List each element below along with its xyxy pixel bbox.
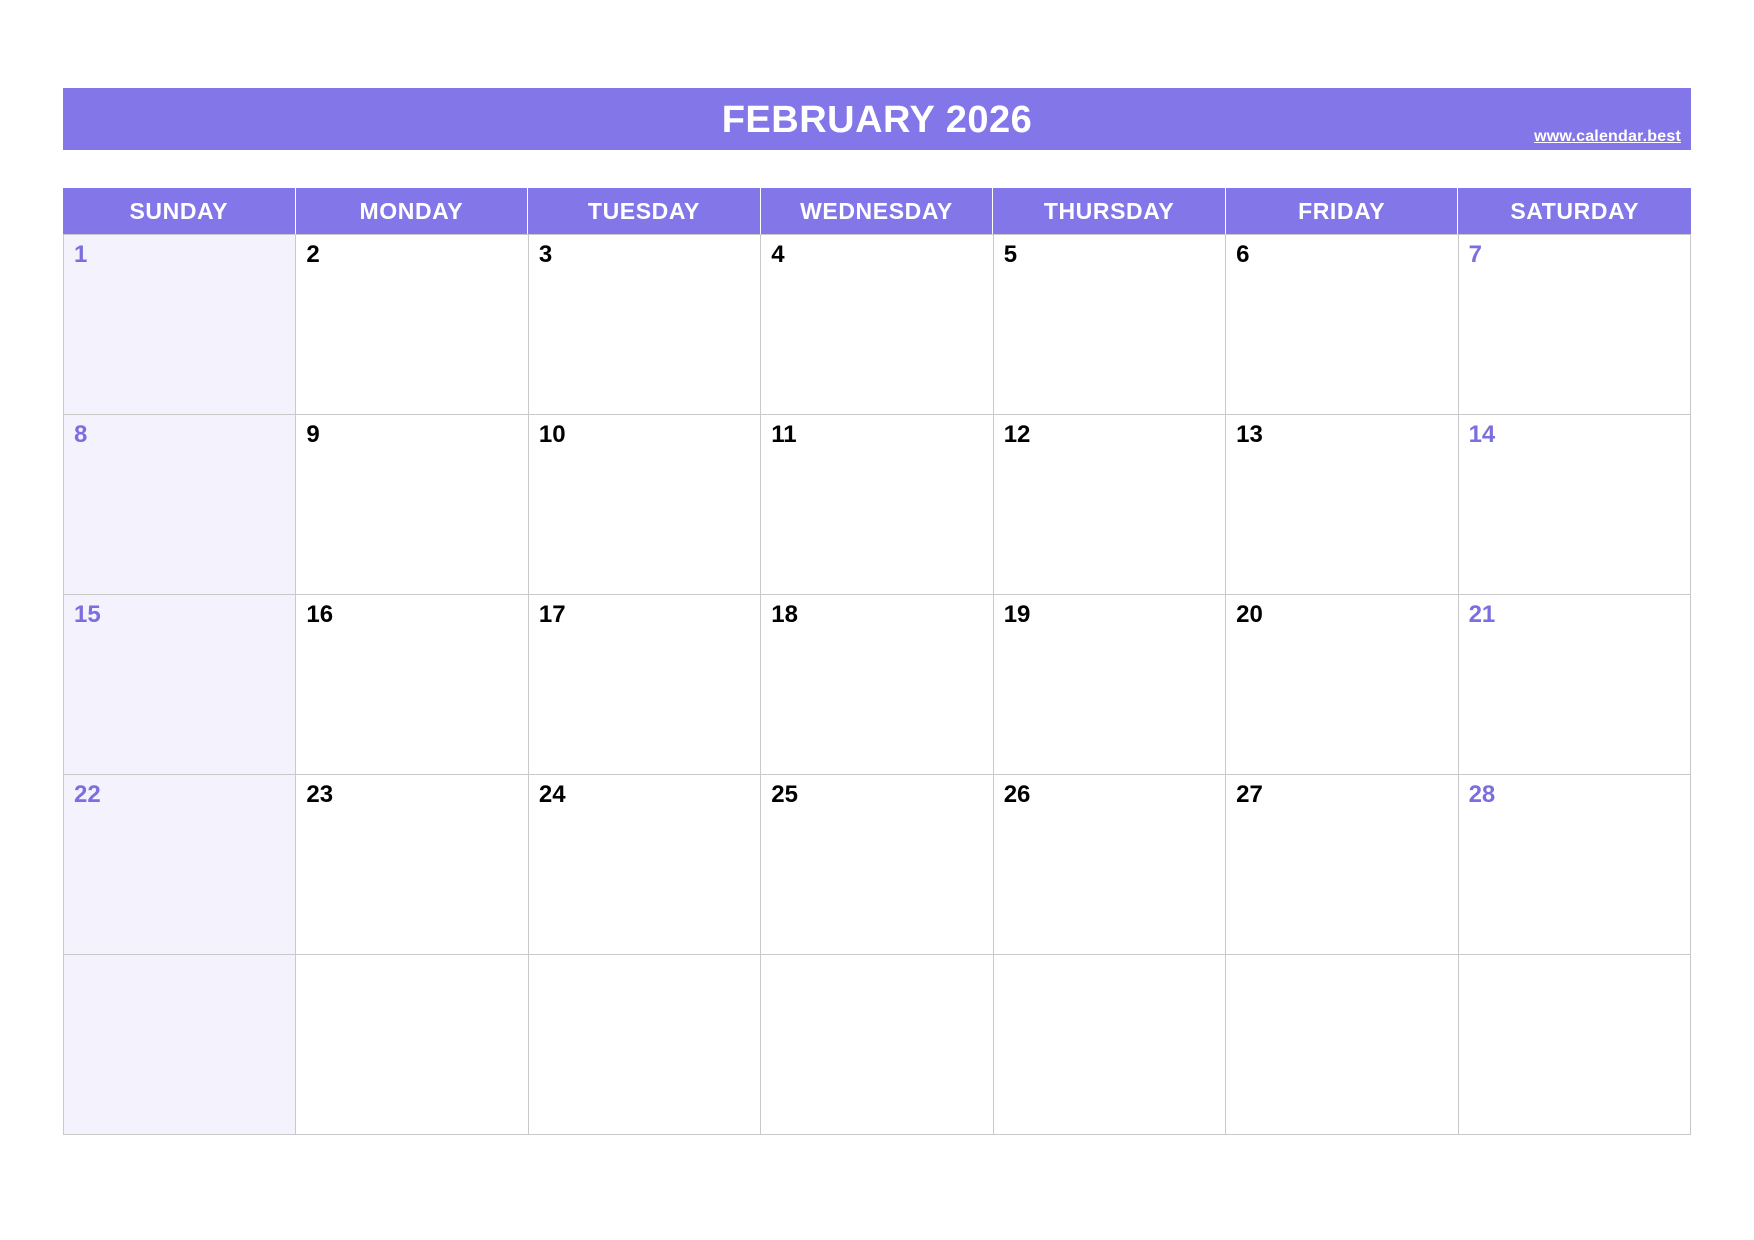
day-cell[interactable] <box>296 235 528 415</box>
day-cell[interactable] <box>1226 235 1458 415</box>
weekday-header-thursday: THURSDAY <box>993 188 1226 234</box>
day-number: 26 <box>1003 781 1031 808</box>
weekday-header-monday: MONDAY <box>296 188 529 234</box>
day-cell[interactable] <box>761 955 993 1135</box>
day-number: 20 <box>1236 601 1263 628</box>
day-cell[interactable] <box>529 235 761 415</box>
day-cell[interactable] <box>761 415 993 595</box>
day-cell[interactable] <box>1459 595 1691 775</box>
day-cell[interactable] <box>296 775 528 955</box>
day-number: 6 <box>1236 241 1250 268</box>
day-cell[interactable] <box>64 235 296 415</box>
day-number: 9 <box>306 421 320 448</box>
day-number: 8 <box>74 421 88 448</box>
day-cell[interactable] <box>1459 415 1691 595</box>
day-cell[interactable] <box>1459 955 1691 1135</box>
weekday-header-sunday: SUNDAY <box>63 188 296 234</box>
day-number: 15 <box>74 601 101 628</box>
day-number: 16 <box>306 601 334 628</box>
calendar-title-bar <box>63 88 1691 150</box>
weekday-header-wednesday: WEDNESDAY <box>761 188 994 234</box>
day-cell[interactable] <box>1226 775 1458 955</box>
day-number: 27 <box>1236 781 1263 808</box>
day-number: 4 <box>771 241 785 268</box>
day-cell[interactable] <box>64 775 296 955</box>
day-cell[interactable] <box>64 955 296 1135</box>
day-number: 18 <box>771 601 798 628</box>
day-cell[interactable] <box>64 595 296 775</box>
day-number: 17 <box>538 601 566 628</box>
day-cell[interactable] <box>761 235 993 415</box>
day-cell[interactable] <box>529 595 761 775</box>
day-number: 14 <box>1468 421 1496 448</box>
day-cell[interactable] <box>994 955 1226 1135</box>
day-cell[interactable] <box>761 775 993 955</box>
day-number: 23 <box>306 781 334 808</box>
day-number: 28 <box>1468 781 1496 808</box>
day-number: 7 <box>1468 241 1482 268</box>
day-number: 10 <box>538 421 566 448</box>
day-number: 1 <box>74 241 88 268</box>
day-number: 22 <box>74 781 101 808</box>
day-number: 5 <box>1003 241 1018 268</box>
day-cell[interactable] <box>994 775 1226 955</box>
day-cell[interactable] <box>994 415 1226 595</box>
day-cell[interactable] <box>1459 775 1691 955</box>
day-cell[interactable] <box>1226 955 1458 1135</box>
day-number: 12 <box>1003 421 1031 448</box>
weekday-header-tuesday: TUESDAY <box>528 188 761 234</box>
day-cell[interactable] <box>296 955 528 1135</box>
day-cell[interactable] <box>64 415 296 595</box>
day-number: 3 <box>538 241 553 268</box>
day-cell[interactable] <box>529 415 761 595</box>
day-cell[interactable] <box>994 595 1226 775</box>
day-number: 13 <box>1236 421 1263 448</box>
day-number: 11 <box>771 421 797 448</box>
day-cell[interactable] <box>296 415 528 595</box>
day-cell[interactable] <box>1459 235 1691 415</box>
day-number: 21 <box>1468 601 1496 628</box>
day-cell[interactable] <box>296 595 528 775</box>
day-cell[interactable] <box>1226 595 1458 775</box>
calendar-grid <box>63 234 1691 1135</box>
day-number: 25 <box>771 781 798 808</box>
day-cell[interactable] <box>529 775 761 955</box>
weekday-header-row <box>63 188 1691 234</box>
day-cell[interactable] <box>529 955 761 1135</box>
website-link[interactable]: www.calendar.best <box>1534 128 1681 145</box>
day-cell[interactable] <box>1226 415 1458 595</box>
monthly-calendar <box>63 88 1691 1135</box>
weekday-header-saturday: SATURDAY <box>1510 197 1640 224</box>
page-title: FEBRUARY 2026 <box>721 99 1033 141</box>
day-cell[interactable] <box>994 235 1226 415</box>
day-cell[interactable] <box>761 595 993 775</box>
day-number: 19 <box>1003 601 1031 628</box>
day-number: 2 <box>306 241 320 268</box>
weekday-header-friday: FRIDAY <box>1226 188 1459 234</box>
day-number: 24 <box>538 781 566 808</box>
